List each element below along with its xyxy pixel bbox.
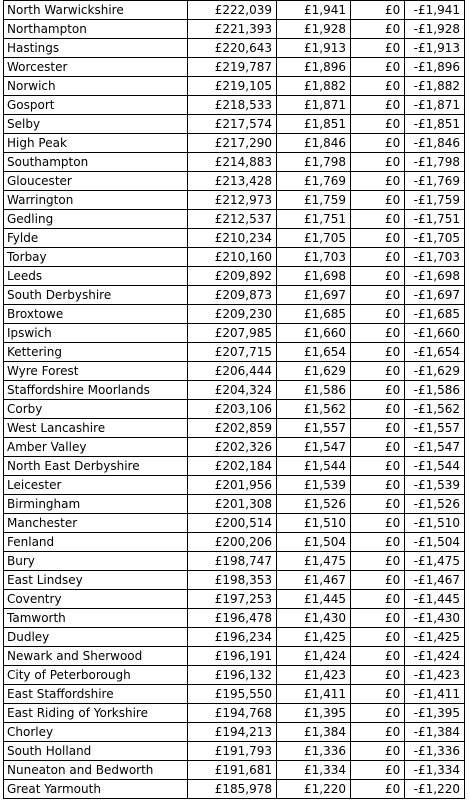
amount-cell[interactable]: £1,445 (277, 590, 351, 609)
amount-cell[interactable]: £1,504 (277, 533, 351, 552)
area-name-cell[interactable]: West Lancashire (4, 419, 188, 438)
amount-cell[interactable]: £1,697 (277, 286, 351, 305)
zero-cell[interactable]: £0 (351, 571, 405, 590)
zero-cell[interactable]: £0 (351, 723, 405, 742)
zero-cell[interactable]: £0 (351, 191, 405, 210)
value-cell[interactable]: £201,956 (188, 476, 277, 495)
area-name-cell[interactable]: Northampton (4, 20, 188, 39)
difference-cell[interactable]: -£1,896 (405, 58, 465, 77)
area-name-cell[interactable]: Coventry (4, 590, 188, 609)
table-row (4, 362, 465, 381)
difference-cell[interactable]: -£1,882 (405, 77, 465, 96)
zero-cell[interactable]: £0 (351, 77, 405, 96)
table-row (4, 343, 465, 362)
area-name-cell[interactable]: Broxtowe (4, 305, 188, 324)
difference-cell[interactable]: -£1,334 (405, 761, 465, 780)
zero-cell[interactable]: £0 (351, 495, 405, 514)
zero-cell[interactable]: £0 (351, 134, 405, 153)
value-cell[interactable]: £210,234 (188, 229, 277, 248)
area-name-cell[interactable]: East Riding of Yorkshire (4, 704, 188, 723)
value-cell[interactable]: £220,643 (188, 39, 277, 58)
area-name-cell[interactable]: Selby (4, 115, 188, 134)
zero-cell[interactable]: £0 (351, 39, 405, 58)
amount-cell[interactable]: £1,424 (277, 647, 351, 666)
difference-cell[interactable]: -£1,547 (405, 438, 465, 457)
area-name-cell[interactable]: South Holland (4, 742, 188, 761)
value-cell[interactable]: £212,973 (188, 191, 277, 210)
value-cell[interactable]: £213,428 (188, 172, 277, 191)
area-name-cell[interactable]: Leeds (4, 267, 188, 286)
zero-cell[interactable]: £0 (351, 552, 405, 571)
table-row (4, 419, 465, 438)
value-cell[interactable]: £207,715 (188, 343, 277, 362)
amount-cell[interactable]: £1,425 (277, 628, 351, 647)
difference-cell[interactable]: -£1,336 (405, 742, 465, 761)
amount-cell[interactable]: £1,334 (277, 761, 351, 780)
zero-cell[interactable]: £0 (351, 362, 405, 381)
table-row (4, 77, 465, 96)
difference-cell[interactable]: -£1,871 (405, 96, 465, 115)
area-name-cell[interactable]: Gosport (4, 96, 188, 115)
value-cell[interactable]: £196,132 (188, 666, 277, 685)
table-row (4, 647, 465, 666)
amount-cell[interactable]: £1,896 (277, 58, 351, 77)
zero-cell[interactable]: £0 (351, 286, 405, 305)
difference-cell[interactable]: -£1,629 (405, 362, 465, 381)
amount-cell[interactable]: £1,685 (277, 305, 351, 324)
amount-cell[interactable]: £1,557 (277, 419, 351, 438)
zero-cell[interactable]: £0 (351, 609, 405, 628)
difference-cell[interactable]: -£1,395 (405, 704, 465, 723)
zero-cell[interactable]: £0 (351, 20, 405, 39)
zero-cell[interactable]: £0 (351, 324, 405, 343)
difference-cell[interactable]: -£1,510 (405, 514, 465, 533)
difference-cell[interactable]: -£1,846 (405, 134, 465, 153)
table-row (4, 628, 465, 647)
zero-cell[interactable]: £0 (351, 115, 405, 134)
amount-cell[interactable]: £1,928 (277, 20, 351, 39)
difference-cell[interactable]: -£1,562 (405, 400, 465, 419)
difference-cell[interactable]: -£1,654 (405, 343, 465, 362)
difference-cell[interactable]: -£1,425 (405, 628, 465, 647)
table-row (4, 172, 465, 191)
value-cell[interactable]: £217,290 (188, 134, 277, 153)
difference-cell[interactable]: -£1,504 (405, 533, 465, 552)
value-cell[interactable]: £196,191 (188, 647, 277, 666)
area-name-cell[interactable]: Tamworth (4, 609, 188, 628)
table-row (4, 305, 465, 324)
table-row (4, 400, 465, 419)
value-cell[interactable]: £209,230 (188, 305, 277, 324)
amount-cell[interactable]: £1,913 (277, 39, 351, 58)
difference-cell[interactable]: -£1,411 (405, 685, 465, 704)
table-body (4, 1, 465, 799)
zero-cell[interactable]: £0 (351, 229, 405, 248)
value-cell[interactable]: £201,308 (188, 495, 277, 514)
amount-cell[interactable]: £1,336 (277, 742, 351, 761)
value-cell[interactable]: £202,326 (188, 438, 277, 457)
difference-cell[interactable]: -£1,557 (405, 419, 465, 438)
value-cell[interactable]: £194,213 (188, 723, 277, 742)
table-row (4, 153, 465, 172)
zero-cell[interactable]: £0 (351, 1, 405, 20)
area-name-cell[interactable]: High Peak (4, 134, 188, 153)
amount-cell[interactable]: £1,629 (277, 362, 351, 381)
difference-cell[interactable]: -£1,220 (405, 780, 465, 799)
zero-cell[interactable]: £0 (351, 343, 405, 362)
table-row (4, 96, 465, 115)
difference-cell[interactable]: -£1,660 (405, 324, 465, 343)
zero-cell[interactable]: £0 (351, 96, 405, 115)
value-cell[interactable]: £209,873 (188, 286, 277, 305)
amount-cell[interactable]: £1,882 (277, 77, 351, 96)
table-row (4, 229, 465, 248)
value-cell[interactable]: £195,550 (188, 685, 277, 704)
amount-cell[interactable]: £1,467 (277, 571, 351, 590)
area-name-cell[interactable]: South Derbyshire (4, 286, 188, 305)
difference-cell[interactable]: -£1,526 (405, 495, 465, 514)
area-name-cell[interactable]: Ipswich (4, 324, 188, 343)
zero-cell[interactable]: £0 (351, 780, 405, 799)
amount-cell[interactable]: £1,586 (277, 381, 351, 400)
area-name-cell[interactable]: Chorley (4, 723, 188, 742)
table-row (4, 761, 465, 780)
zero-cell[interactable]: £0 (351, 685, 405, 704)
difference-cell[interactable]: -£1,798 (405, 153, 465, 172)
difference-cell[interactable]: -£1,698 (405, 267, 465, 286)
area-name-cell[interactable]: Staffordshire Moorlands (4, 381, 188, 400)
area-name-cell[interactable]: Torbay (4, 248, 188, 267)
value-cell[interactable]: £204,324 (188, 381, 277, 400)
value-cell[interactable]: £198,353 (188, 571, 277, 590)
difference-cell[interactable]: -£1,769 (405, 172, 465, 191)
zero-cell[interactable]: £0 (351, 590, 405, 609)
difference-cell[interactable]: -£1,851 (405, 115, 465, 134)
amount-cell[interactable]: £1,769 (277, 172, 351, 191)
zero-cell[interactable]: £0 (351, 666, 405, 685)
amount-cell[interactable]: £1,759 (277, 191, 351, 210)
difference-cell[interactable]: -£1,928 (405, 20, 465, 39)
amount-cell[interactable]: £1,395 (277, 704, 351, 723)
table-row (4, 457, 465, 476)
zero-cell[interactable]: £0 (351, 647, 405, 666)
zero-cell[interactable]: £0 (351, 514, 405, 533)
value-cell[interactable]: £202,859 (188, 419, 277, 438)
value-cell[interactable]: £206,444 (188, 362, 277, 381)
table-row (4, 267, 465, 286)
amount-cell[interactable]: £1,846 (277, 134, 351, 153)
area-name-cell[interactable]: Fenland (4, 533, 188, 552)
value-cell[interactable]: £210,160 (188, 248, 277, 267)
area-name-cell[interactable]: Southampton (4, 153, 188, 172)
value-cell[interactable]: £207,985 (188, 324, 277, 343)
value-cell[interactable]: £219,105 (188, 77, 277, 96)
zero-cell[interactable]: £0 (351, 172, 405, 191)
area-name-cell[interactable]: Newark and Sherwood (4, 647, 188, 666)
area-name-cell[interactable]: North Warwickshire (4, 1, 188, 20)
zero-cell[interactable]: £0 (351, 628, 405, 647)
area-name-cell[interactable]: Worcester (4, 58, 188, 77)
difference-cell[interactable]: -£1,913 (405, 39, 465, 58)
difference-cell[interactable]: -£1,586 (405, 381, 465, 400)
zero-cell[interactable]: £0 (351, 58, 405, 77)
table-row (4, 495, 465, 514)
area-name-cell[interactable]: Hastings (4, 39, 188, 58)
zero-cell[interactable]: £0 (351, 248, 405, 267)
table-row (4, 685, 465, 704)
area-name-cell[interactable]: Bury (4, 552, 188, 571)
table-row (4, 1, 465, 20)
value-cell[interactable]: £194,768 (188, 704, 277, 723)
amount-cell[interactable]: £1,654 (277, 343, 351, 362)
value-cell[interactable]: £209,892 (188, 267, 277, 286)
spreadsheet-table (3, 0, 465, 799)
value-cell[interactable]: £198,747 (188, 552, 277, 571)
area-name-cell[interactable]: Dudley (4, 628, 188, 647)
area-name-cell[interactable]: Nuneaton and Bedworth (4, 761, 188, 780)
amount-cell[interactable]: £1,430 (277, 609, 351, 628)
amount-cell[interactable]: £1,703 (277, 248, 351, 267)
value-cell[interactable]: £203,106 (188, 400, 277, 419)
table-row (4, 571, 465, 590)
table-row (4, 191, 465, 210)
difference-cell[interactable]: -£1,751 (405, 210, 465, 229)
difference-cell[interactable]: -£1,467 (405, 571, 465, 590)
amount-cell[interactable]: £1,798 (277, 153, 351, 172)
area-name-cell[interactable]: Norwich (4, 77, 188, 96)
table-row (4, 609, 465, 628)
table-row (4, 552, 465, 571)
amount-cell[interactable]: £1,510 (277, 514, 351, 533)
value-cell[interactable]: £222,039 (188, 1, 277, 20)
area-name-cell[interactable]: Warrington (4, 191, 188, 210)
amount-cell[interactable]: £1,562 (277, 400, 351, 419)
difference-cell[interactable]: -£1,703 (405, 248, 465, 267)
area-name-cell[interactable]: Gedling (4, 210, 188, 229)
value-cell[interactable]: £214,883 (188, 153, 277, 172)
area-name-cell[interactable]: Wyre Forest (4, 362, 188, 381)
zero-cell[interactable]: £0 (351, 438, 405, 457)
area-name-cell[interactable]: Great Yarmouth (4, 780, 188, 799)
zero-cell[interactable]: £0 (351, 457, 405, 476)
value-cell[interactable]: £191,793 (188, 742, 277, 761)
amount-cell[interactable]: £1,544 (277, 457, 351, 476)
zero-cell[interactable]: £0 (351, 400, 405, 419)
difference-cell[interactable]: -£1,424 (405, 647, 465, 666)
value-cell[interactable]: £212,537 (188, 210, 277, 229)
value-cell[interactable]: £221,393 (188, 20, 277, 39)
area-name-cell[interactable]: Gloucester (4, 172, 188, 191)
amount-cell[interactable]: £1,751 (277, 210, 351, 229)
amount-cell[interactable]: £1,475 (277, 552, 351, 571)
zero-cell[interactable]: £0 (351, 419, 405, 438)
table-row (4, 20, 465, 39)
value-cell[interactable]: £197,253 (188, 590, 277, 609)
difference-cell[interactable]: -£1,423 (405, 666, 465, 685)
table-row (4, 134, 465, 153)
value-cell[interactable]: £202,184 (188, 457, 277, 476)
zero-cell[interactable]: £0 (351, 305, 405, 324)
value-cell[interactable]: £200,206 (188, 533, 277, 552)
table-row (4, 248, 465, 267)
table-row (4, 533, 465, 552)
amount-cell[interactable]: £1,941 (277, 1, 351, 20)
zero-cell[interactable]: £0 (351, 210, 405, 229)
amount-cell[interactable]: £1,851 (277, 115, 351, 134)
table-row (4, 58, 465, 77)
table-row (4, 210, 465, 229)
area-name-cell[interactable]: Corby (4, 400, 188, 419)
difference-cell[interactable]: -£1,475 (405, 552, 465, 571)
amount-cell[interactable]: £1,539 (277, 476, 351, 495)
table-row (4, 666, 465, 685)
table-row (4, 742, 465, 761)
area-name-cell[interactable]: City of Peterborough (4, 666, 188, 685)
value-cell[interactable]: £196,478 (188, 609, 277, 628)
zero-cell[interactable]: £0 (351, 742, 405, 761)
amount-cell[interactable]: £1,871 (277, 96, 351, 115)
difference-cell[interactable]: -£1,539 (405, 476, 465, 495)
table-row (4, 514, 465, 533)
value-cell[interactable]: £191,681 (188, 761, 277, 780)
zero-cell[interactable]: £0 (351, 381, 405, 400)
difference-cell[interactable]: -£1,941 (405, 1, 465, 20)
table-row (4, 704, 465, 723)
table-row (4, 438, 465, 457)
amount-cell[interactable]: £1,526 (277, 495, 351, 514)
amount-cell[interactable]: £1,411 (277, 685, 351, 704)
amount-cell[interactable]: £1,705 (277, 229, 351, 248)
value-cell[interactable]: £196,234 (188, 628, 277, 647)
value-cell[interactable]: £218,533 (188, 96, 277, 115)
value-cell[interactable]: £200,514 (188, 514, 277, 533)
zero-cell[interactable]: £0 (351, 267, 405, 286)
table-row (4, 590, 465, 609)
difference-cell[interactable]: -£1,430 (405, 609, 465, 628)
table-row (4, 286, 465, 305)
area-name-cell[interactable]: Kettering (4, 343, 188, 362)
zero-cell[interactable]: £0 (351, 761, 405, 780)
table-row (4, 381, 465, 400)
amount-cell[interactable]: £1,660 (277, 324, 351, 343)
value-cell[interactable]: £219,787 (188, 58, 277, 77)
table-row (4, 324, 465, 343)
amount-cell[interactable]: £1,547 (277, 438, 351, 457)
area-name-cell[interactable]: North East Derbyshire (4, 457, 188, 476)
amount-cell[interactable]: £1,423 (277, 666, 351, 685)
amount-cell[interactable]: £1,384 (277, 723, 351, 742)
area-name-cell[interactable]: Birmingham (4, 495, 188, 514)
area-name-cell[interactable]: Fylde (4, 229, 188, 248)
area-name-cell[interactable]: Manchester (4, 514, 188, 533)
difference-cell[interactable]: -£1,445 (405, 590, 465, 609)
zero-cell[interactable]: £0 (351, 153, 405, 172)
amount-cell[interactable]: £1,698 (277, 267, 351, 286)
area-name-cell[interactable]: East Staffordshire (4, 685, 188, 704)
table-row (4, 115, 465, 134)
area-name-cell[interactable]: Amber Valley (4, 438, 188, 457)
table-row (4, 39, 465, 58)
difference-cell[interactable]: -£1,697 (405, 286, 465, 305)
difference-cell[interactable]: -£1,685 (405, 305, 465, 324)
value-cell[interactable]: £185,978 (188, 780, 277, 799)
area-name-cell[interactable]: Leicester (4, 476, 188, 495)
table-row (4, 780, 465, 799)
amount-cell[interactable]: £1,220 (277, 780, 351, 799)
area-name-cell[interactable]: East Lindsey (4, 571, 188, 590)
value-cell[interactable]: £217,574 (188, 115, 277, 134)
difference-cell[interactable]: -£1,384 (405, 723, 465, 742)
table-row (4, 723, 465, 742)
zero-cell[interactable]: £0 (351, 533, 405, 552)
zero-cell[interactable]: £0 (351, 476, 405, 495)
table-row (4, 476, 465, 495)
difference-cell[interactable]: -£1,759 (405, 191, 465, 210)
zero-cell[interactable]: £0 (351, 704, 405, 723)
difference-cell[interactable]: -£1,705 (405, 229, 465, 248)
difference-cell[interactable]: -£1,544 (405, 457, 465, 476)
